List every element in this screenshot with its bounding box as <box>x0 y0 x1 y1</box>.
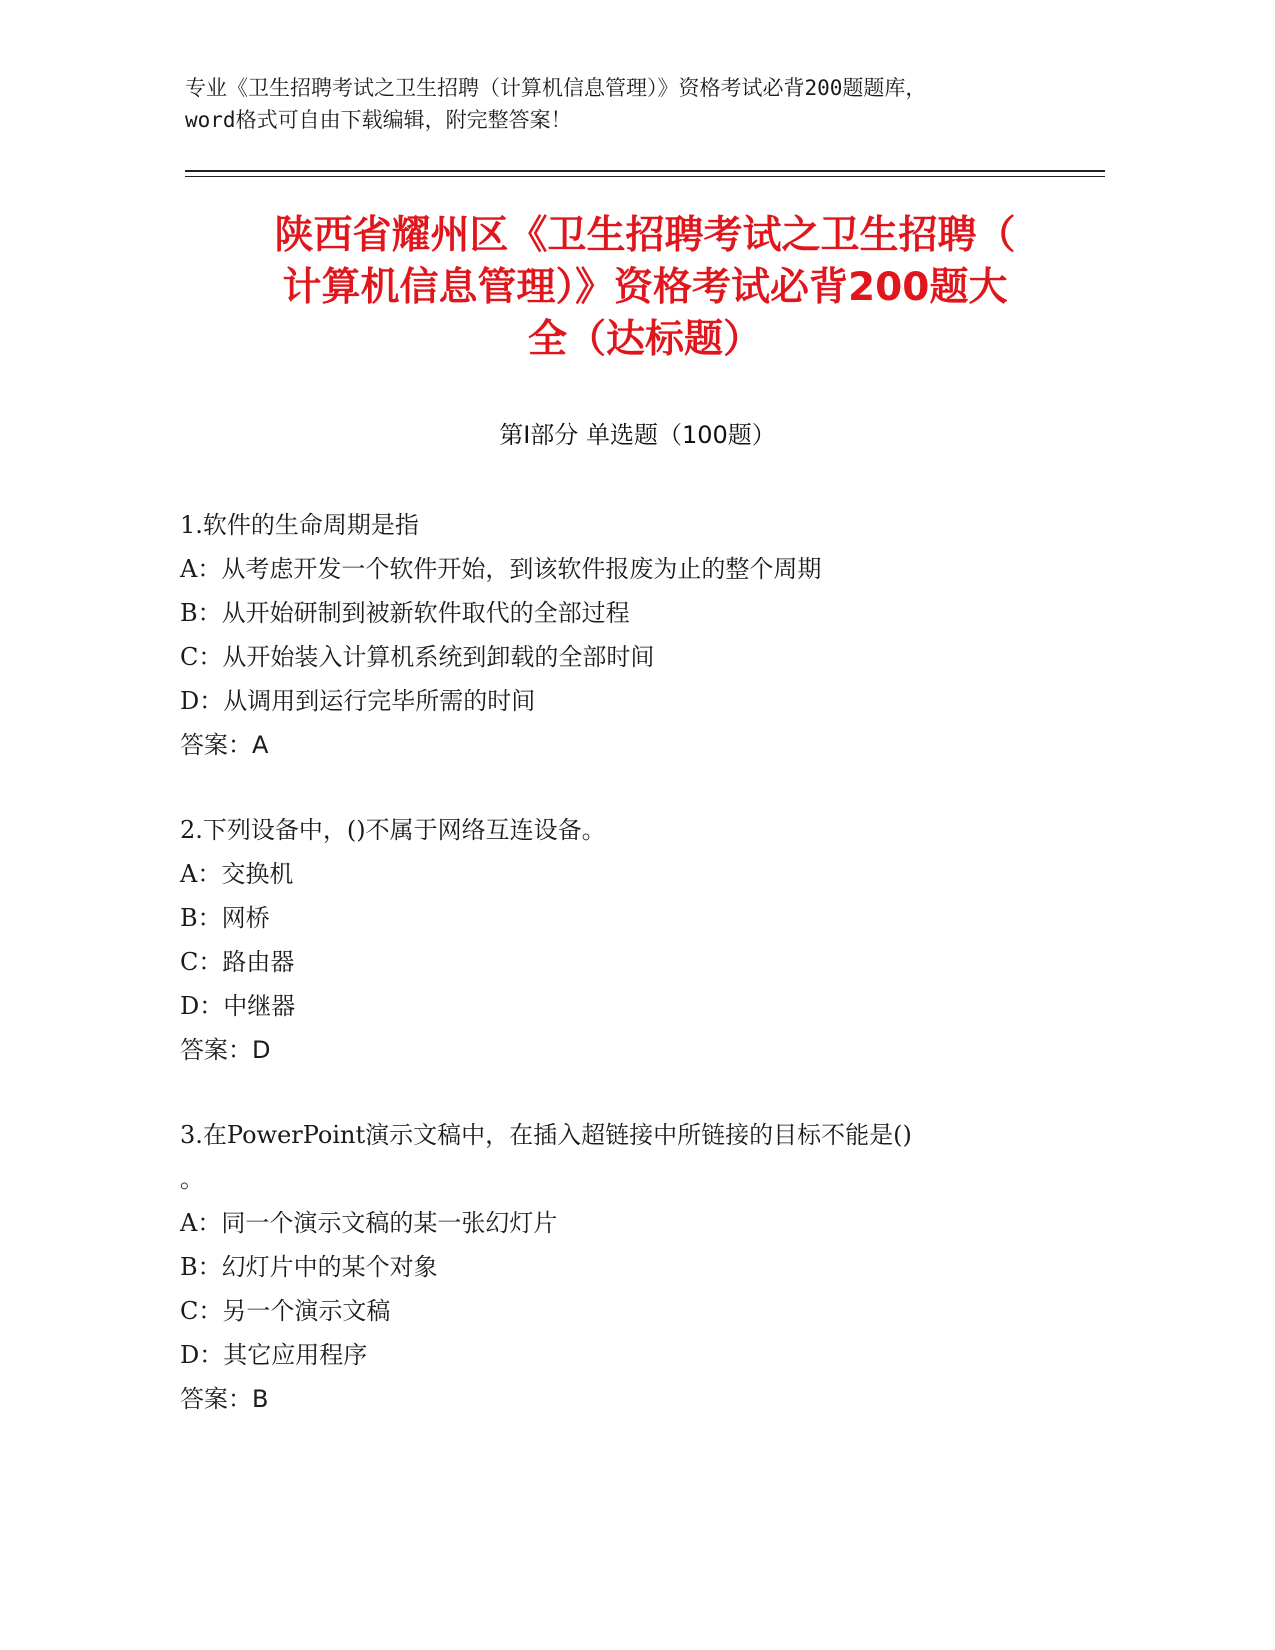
section-heading: 第Ⅰ部分 单选题（100题） <box>499 421 776 449</box>
header-note-line-1: 专业《卫生招聘考试之卫生招聘（计算机信息管理）》资格考试必背200题题库， <box>185 76 927 100</box>
question-stem: 3.在PowerPoint演示文稿中，在插入超链接中所链接的目标不能是() <box>180 1121 912 1149</box>
option-d: D：中继器 <box>180 992 296 1020</box>
header-divider-thick <box>185 170 1105 172</box>
header-note <box>185 72 1105 136</box>
document-title-line-2: 计算机信息管理）》资格考试必背200题大 <box>282 265 1008 310</box>
answer-label: 答案：B <box>180 1385 269 1413</box>
option-a: A：从考虑开发一个软件开始，到该软件报废为止的整个周期 <box>180 555 822 583</box>
header-divider-thin <box>185 176 1105 177</box>
option-c: C：路由器 <box>180 948 295 976</box>
answer-label: 答案：D <box>180 1036 271 1064</box>
question-3 <box>180 1113 1080 1421</box>
header-note-line-2: word格式可自由下载编辑，附完整答案！ <box>185 108 572 132</box>
option-a: A：同一个演示文稿的某一张幻灯片 <box>180 1209 558 1237</box>
option-b: B：网桥 <box>180 904 270 932</box>
question-stem: 2.下列设备中，()不属于网络互连设备。 <box>180 816 606 844</box>
option-b: B：幻灯片中的某个对象 <box>180 1253 438 1281</box>
option-a: A：交换机 <box>180 860 294 888</box>
document-title <box>170 210 1120 366</box>
question-stem-continued: 。 <box>180 1165 204 1193</box>
option-d: D：其它应用程序 <box>180 1341 368 1369</box>
option-c: C：从开始装入计算机系统到卸载的全部时间 <box>180 643 655 671</box>
document-title-line-1: 陕西省耀州区《卫生招聘考试之卫生招聘（ <box>274 213 1016 258</box>
question-2 <box>180 808 1080 1072</box>
option-c: C：另一个演示文稿 <box>180 1297 391 1325</box>
document-title-line-3: 全（达标题） <box>527 317 762 362</box>
option-b: B：从开始研制到被新软件取代的全部过程 <box>180 599 630 627</box>
answer-label: 答案：A <box>180 731 269 759</box>
question-1 <box>180 503 1080 767</box>
option-d: D：从调用到运行完毕所需的时间 <box>180 687 536 715</box>
question-stem: 1.软件的生命周期是指 <box>180 511 419 539</box>
